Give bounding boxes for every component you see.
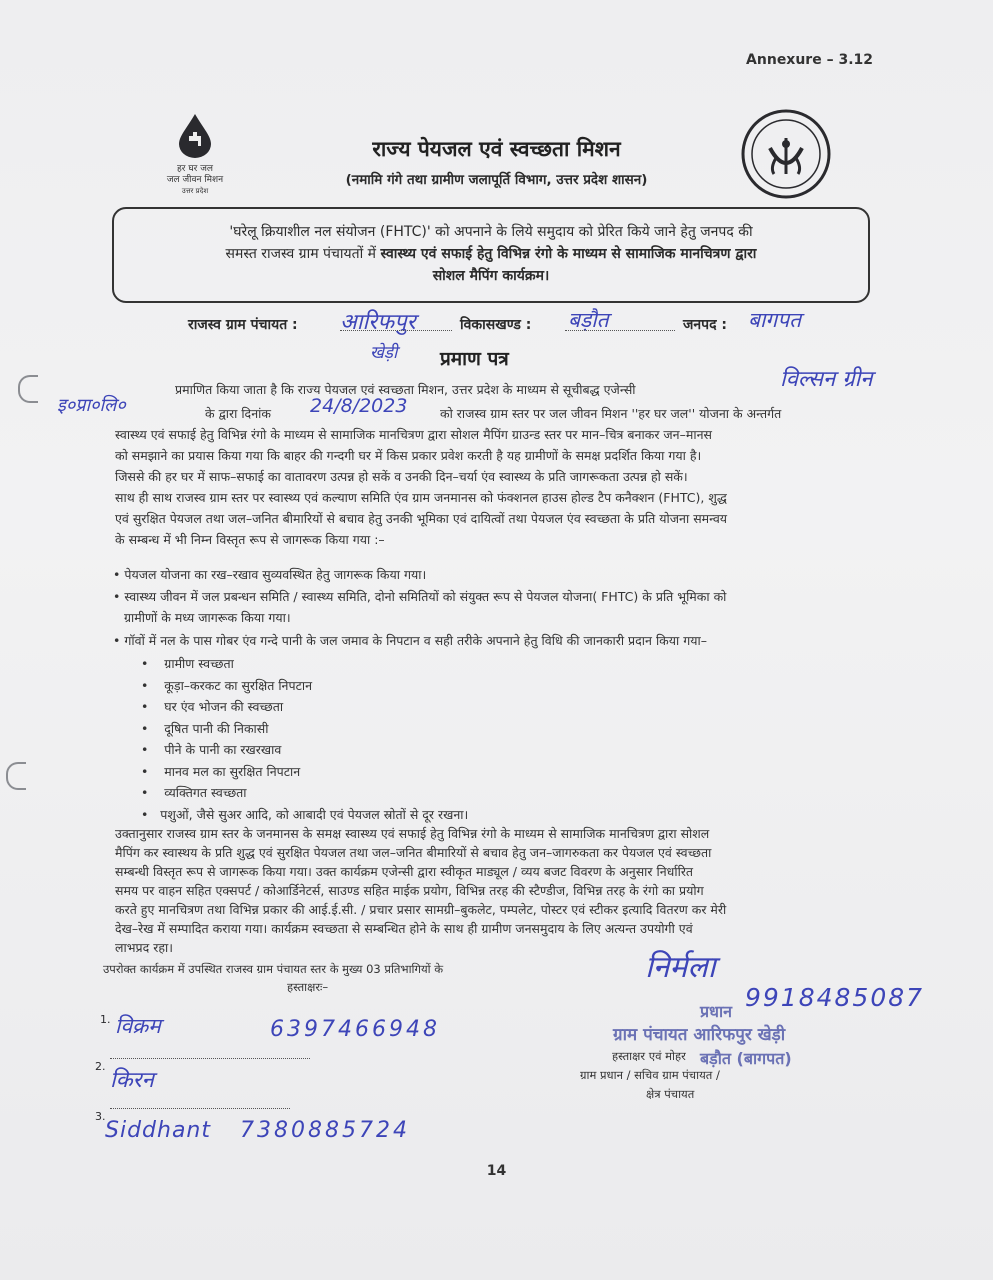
bullet-2-cont: ग्रामीणों के मध्य जागरूक किया गया। bbox=[124, 610, 291, 625]
box-line-2-bold: स्वास्थ्य एवं सफाई हेतु विभिन्न रंगो के माध्यम से सामाजिक मानचित्रण द्वारा bbox=[380, 246, 757, 262]
sub-bullet-text: पीने के पानी का रखरखाव bbox=[164, 742, 282, 757]
body-line-6: साथ ही साथ राजस्व ग्राम स्तर पर स्वास्थ्य एवं कल्याण समिति एंव ग्राम जनमानस को फंक्शनल हाउस होल्ड टैप कनैक्शन (FHTC), शुद्ध bbox=[115, 490, 727, 505]
sub-bullet: • व्यक्तिगत स्वच्छता bbox=[141, 785, 247, 800]
stamp-designation: प्रधान bbox=[700, 1002, 732, 1021]
page-subtitle: (नमामि गंगे तथा ग्रामीण जलापूर्ति विभाग, उत्तर प्रदेश शासन) bbox=[345, 172, 648, 188]
para2-line: देख–रेख में सम्पादित कराया गया। कार्यक्रम स्वच्छता से सम्बन्धित होने के साथ ही ग्रामीण जनसमुदाय के लिए अत्यन्त उपयोगी एवं bbox=[115, 921, 693, 936]
sub-bullet-text: मानव मल का सुरक्षित निपटान bbox=[164, 764, 301, 779]
signature-line bbox=[110, 1108, 290, 1109]
agency-suffix-handwritten: इ०प्रा०लि० bbox=[57, 395, 126, 416]
certificate-paragraph-2 bbox=[115, 824, 875, 954]
signature-line bbox=[110, 1058, 310, 1059]
para2-line: करते हुए मानचित्रण तथा विभिन्न प्रकार की आई.ई.सी. / प्रचार प्रसार सामग्री–बुकलेट, पम्पलेट, पोस्टर एवं स्टीकर इत्यादि वितरण कर मेरी bbox=[115, 902, 727, 917]
body-line-7: एवं सुरक्षित पेयजल तथा जल–जनित बीमारियों से बचाव हेतु उनकी भूमिका एवं दायित्वों तथा पेयजल एंव स्वच्छता के प्रति योजना समन्वय bbox=[115, 511, 728, 526]
participant-phone: 6397466948 bbox=[270, 1017, 440, 1042]
annexure-label: Annexure – 3.12 bbox=[746, 52, 873, 68]
binder-hole bbox=[18, 375, 38, 403]
sub-bullet: • कूड़ा–करकट का सुरक्षित निपटान bbox=[141, 678, 313, 693]
page-number: 14 bbox=[486, 1163, 507, 1179]
bullet-2: • स्वास्थ्य जीवन में जल प्रबन्धन समिति / स्वास्थ्य समिति, दोनो समितियों को संयुक्त रूप से पेयजल योजना( FHTC) के प्रति भूमिका को bbox=[113, 589, 727, 604]
sub-bullet: • दूषित पानी की निकासी bbox=[141, 721, 269, 736]
sub-bullet-text: ग्रामीण स्वच्छता bbox=[164, 656, 234, 671]
logo-caption-3: उत्तर प्रदेश bbox=[181, 187, 209, 195]
block-value: बड़ौत bbox=[568, 308, 609, 332]
gram-panchayat-dots bbox=[340, 330, 452, 331]
body-line-1: प्रमाणित किया जाता है कि राज्य पेयजल एवं स्वच्छता मिशन, उत्तर प्रदेश के माध्यम से सूचीबद्ध एजेन्सी bbox=[175, 382, 636, 397]
sub-bullet: • घर एंव भोजन की स्वच्छता bbox=[141, 699, 284, 714]
sub-bullet-text: कूड़ा–करकट का सुरक्षित निपटान bbox=[164, 678, 313, 693]
para2-line: समय पर वाहन सहित एक्सपर्ट / कोआर्डिनेटर्स, साउण्ड सहित माईक प्रयोग, विभिन्न तरह की स्टैण्डीज, विभिन्न तरह के रंगो का प्रयोग bbox=[115, 883, 704, 898]
body-line-2b: को राजस्व ग्राम स्तर पर जल जीवन मिशन ''हर घर जल'' योजना के अन्तर्गत bbox=[440, 406, 782, 421]
bullet-1: • पेयजल योजना का रख–रखाव सुव्यवस्थित हेतु जागरूक किया गया। bbox=[113, 567, 427, 582]
gram-panchayat-value: आरिफपुर bbox=[340, 310, 416, 335]
body-line-3: स्वास्थ्य एवं सफाई हेतु विभिन्न रंगो के माध्यम से सामाजिक मानचित्रण द्वारा सोशल मैपिंग ग्राउन्ड स्तर पर मान–चित्र बनाकर जन–मानस bbox=[115, 427, 712, 442]
sub-bullet: • पशुओं, जैसे सुअर आदि, को आबादी एवं पेयजल स्रोतों से दूर रखना। bbox=[141, 807, 469, 822]
up-government-emblem-icon bbox=[740, 108, 832, 200]
sub-bullet-text: पशुओं, जैसे सुअर आदि, को आबादी एवं पेयजल स्रोतों से दूर रखना। bbox=[160, 807, 469, 822]
gram-panchayat-label: राजस्व ग्राम पंचायत : bbox=[188, 317, 298, 333]
sub-bullet-text: घर एंव भोजन की स्वच्छता bbox=[164, 699, 284, 714]
logo-caption-1: हर घर जल bbox=[177, 164, 213, 174]
box-line-3: सोशल मैपिंग कार्यक्रम। bbox=[432, 268, 550, 284]
body-line-4: को समझाने का प्रयास किया गया कि बाहर की गन्दगी घर में किस प्रकार प्रवेश करती है यह ग्रामीणों के समक्ष प्रदर्शित किया गया है। bbox=[115, 448, 702, 463]
sub-bullet-text: व्यक्तिगत स्वच्छता bbox=[164, 785, 247, 800]
sign-and-seal-label: हस्ताक्षर एवं मोहर bbox=[612, 1049, 686, 1063]
agency-name-handwritten: विल्सन ग्रीन bbox=[780, 367, 873, 392]
gram-panchayat-extra: खेड़ी bbox=[370, 343, 398, 363]
body-line-5: जिससे की हर घर में साफ–सफाई का वातावरण उत्पन्न हो सकें व उनकी दिन–चर्या एंव स्वास्थ्य के प्रति जागरूकता उत्पन्न हो सकें। bbox=[115, 469, 688, 484]
bullet-2-text: स्वास्थ्य जीवन में जल प्रबन्धन समिति / स्वास्थ्य समिति, दोनो समितियों को संयुक्त रूप से पेयजल योजना( FHTC) के प्रति भूमिका को bbox=[124, 589, 727, 604]
participant-name: किरन bbox=[110, 1068, 154, 1093]
para2-line: मैपिंग कर स्वास्थय के प्रति शुद्ध एवं सुरक्षित पेयजल तथा जल–जनित बीमारियों से बचाव हेतु जन–जागरुकता कर पेयजल एवं स्वच्छता bbox=[115, 845, 712, 860]
certificate-body bbox=[57, 367, 875, 560]
stamp-location: बड़ौत (बागपत) bbox=[700, 1049, 792, 1068]
participants-sign-label: हस्ताक्षरः– bbox=[287, 980, 329, 994]
body-line-2a: के द्वारा दिनांक bbox=[205, 406, 271, 421]
sub-bullet: • मानव मल का सुरक्षित निपटान bbox=[141, 764, 301, 779]
participant-name: Siddhant bbox=[105, 1118, 212, 1143]
box-line-2 bbox=[114, 243, 868, 265]
district-label: जनपद : bbox=[683, 317, 728, 333]
sub-bullet: • ग्रामीण स्वच्छता bbox=[141, 656, 234, 671]
block-dots bbox=[565, 330, 675, 331]
block-label: विकासखण्ड : bbox=[460, 317, 532, 333]
program-title-box bbox=[112, 207, 870, 303]
participant-name: विक्रम bbox=[115, 1014, 161, 1038]
para2-line: सम्बन्धी विस्तृत रूप से जागरूक किया गया। उक्त कार्यक्रम एजेन्सी द्वारा स्वीकृत माड्यूल / व्यय बजट विवरण के अनुसार निर्धारित bbox=[115, 864, 694, 879]
participants-note: उपरोक्त कार्यक्रम में उपस्थित राजस्व ग्राम पंचायत स्तर के मुख्य 03 प्रतिभागियों के bbox=[103, 962, 444, 976]
box-line-1: 'घरेलू क्रियाशील नल संयोजन (FHTC)' को अपनाने के लिये समुदाय को प्रेरित किये जाने हेतु जनपद की bbox=[229, 224, 753, 240]
page-title: राज्य पेयजल एवं स्वच्छता मिशन bbox=[372, 137, 621, 161]
signatory-role-2: क्षेत्र पंचायत bbox=[646, 1087, 695, 1101]
program-date-handwritten: 24/8/2023 bbox=[310, 395, 408, 417]
box-line-2-normal: समस्त राजस्व ग्राम पंचायतों में bbox=[225, 246, 381, 262]
logo-caption-2: जल जीवन मिशन bbox=[166, 175, 224, 185]
participant-number: 3. bbox=[95, 1110, 106, 1123]
stamp-panchayat: ग्राम पंचायत आरिफपुर खेड़ी bbox=[613, 1025, 786, 1045]
certificate-title: प्रमाण पत्र bbox=[440, 348, 509, 370]
pradhan-phone: 9918485087 bbox=[745, 983, 925, 1012]
signatory-role: ग्राम प्रधान / सचिव ग्राम पंचायत / bbox=[580, 1068, 720, 1082]
bullet-3: • गॉवों में नल के पास गोबर एंव गन्दे पानी के जल जमाव के निपटान व सही तरीके अपनाने हेतु विधि की जानकारी प्रदान किया गया– bbox=[113, 633, 708, 648]
participant-number: 2. bbox=[95, 1060, 106, 1073]
participant-number: 1. bbox=[100, 1013, 111, 1026]
sub-bullet-text: दूषित पानी की निकासी bbox=[164, 721, 269, 736]
sub-bullet: • पीने के पानी का रखरखाव bbox=[141, 742, 282, 757]
bullet-3-text: गॉवों में नल के पास गोबर एंव गन्दे पानी के जल जमाव के निपटान व सही तरीके अपनाने हेतु विधि की जानकारी प्रदान किया गया– bbox=[124, 633, 708, 648]
district-value: बागपत bbox=[748, 308, 802, 332]
participant-phone: 7380885724 bbox=[240, 1118, 410, 1143]
body-line-8: के सम्बन्ध में भी निम्न विस्तृत रूप से जागरूक किया गया :– bbox=[115, 532, 385, 547]
para2-line: उक्तानुसार राजस्व ग्राम स्तर के जनमानस के समक्ष स्वास्थ्य एवं सफाई हेतु विभिन्न रंगो के माध्यम से सामाजिक मानचित्रण द्वारा सोशल bbox=[115, 826, 710, 841]
bullet-1-text: पेयजल योजना का रख–रखाव सुव्यवस्थित हेतु जागरूक किया गया। bbox=[124, 567, 427, 582]
pradhan-signature: निर्मला bbox=[645, 950, 716, 985]
binder-hole bbox=[6, 762, 26, 790]
para2-line: लाभप्रद रहा। bbox=[115, 940, 173, 955]
